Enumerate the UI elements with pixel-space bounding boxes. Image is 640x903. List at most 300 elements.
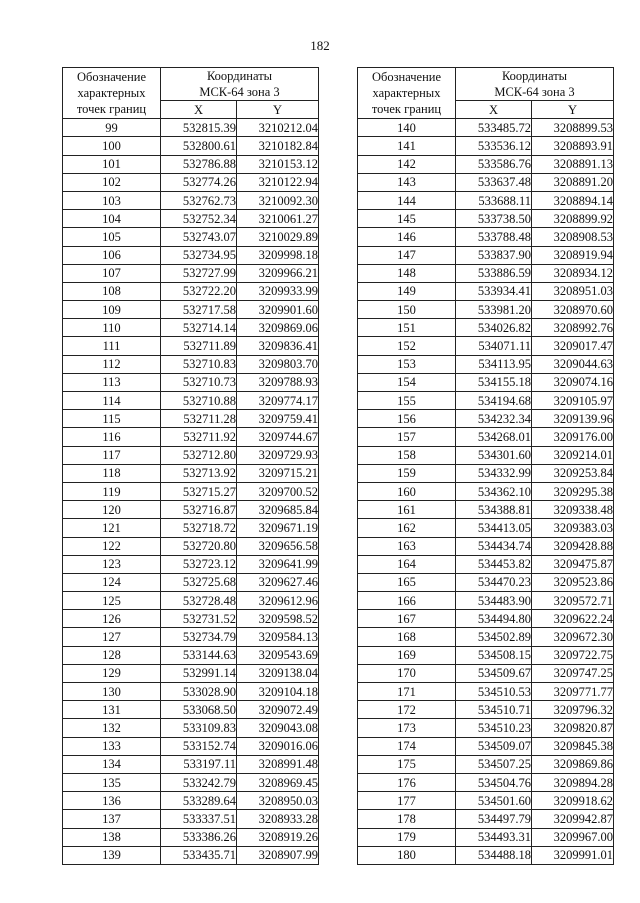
y-value: 3209671.19: [237, 519, 319, 537]
x-value: 533886.59: [456, 264, 532, 282]
x-value: 533586.76: [456, 155, 532, 173]
point-number: 107: [63, 264, 161, 282]
y-value: 3208934.12: [532, 264, 614, 282]
table-row: [358, 173, 614, 191]
x-value: 533981.20: [456, 301, 532, 319]
x-value: 532720.80: [161, 537, 237, 555]
x-value: 534332.99: [456, 464, 532, 482]
table-row: [358, 646, 614, 664]
x-value: 534508.15: [456, 646, 532, 664]
table-row: [358, 282, 614, 300]
table-row: [63, 664, 319, 682]
table-row: [63, 264, 319, 282]
y-value: 3210153.12: [237, 155, 319, 173]
y-value: 3209869.86: [532, 755, 614, 773]
y-value: 3208907.99: [237, 846, 319, 864]
y-value: 3209685.84: [237, 501, 319, 519]
table-row: [358, 155, 614, 173]
y-value: 3209803.70: [237, 355, 319, 373]
point-number: 103: [63, 191, 161, 209]
x-value: 534301.60: [456, 446, 532, 464]
point-number: 159: [358, 464, 456, 482]
y-value: 3208950.03: [237, 792, 319, 810]
x-value: 532710.88: [161, 392, 237, 410]
y-value: 3209672.30: [532, 628, 614, 646]
x-value: 534268.01: [456, 428, 532, 446]
x-value: 532774.26: [161, 173, 237, 191]
x-value: 532713.92: [161, 464, 237, 482]
y-value: 3209788.93: [237, 373, 319, 391]
table-row: [63, 737, 319, 755]
point-number: 116: [63, 428, 161, 446]
point-number: 171: [358, 683, 456, 701]
y-value: 3209820.87: [532, 719, 614, 737]
y-value: 3209796.32: [532, 701, 614, 719]
y-value: 3209139.96: [532, 410, 614, 428]
y-value: 3209383.03: [532, 519, 614, 537]
point-number: 162: [358, 519, 456, 537]
y-value: 3209072.49: [237, 701, 319, 719]
table-row: [358, 828, 614, 846]
point-number: 141: [358, 137, 456, 155]
x-value: 533386.26: [161, 828, 237, 846]
x-value: 534413.05: [456, 519, 532, 537]
point-number: 153: [358, 355, 456, 373]
point-number: 120: [63, 501, 161, 519]
x-value: 532717.58: [161, 301, 237, 319]
y-value: 3208991.48: [237, 755, 319, 773]
table-row: [358, 464, 614, 482]
y-value: 3210122.94: [237, 173, 319, 191]
point-number: 105: [63, 228, 161, 246]
y-value: 3210092.30: [237, 191, 319, 209]
x-value: 534504.76: [456, 773, 532, 791]
x-value: 534113.95: [456, 355, 532, 373]
x-value: 533435.71: [161, 846, 237, 864]
x-value: 533028.90: [161, 683, 237, 701]
y-value: 3209295.38: [532, 482, 614, 500]
table-row: [358, 810, 614, 828]
x-value: 534494.80: [456, 610, 532, 628]
table-row: [63, 355, 319, 373]
point-number: 150: [358, 301, 456, 319]
table-row: [63, 337, 319, 355]
y-value: 3208919.26: [237, 828, 319, 846]
point-number: 130: [63, 683, 161, 701]
table-row: [358, 501, 614, 519]
point-number: 127: [63, 628, 161, 646]
y-value: 3209584.13: [237, 628, 319, 646]
y-value: 3210029.89: [237, 228, 319, 246]
table-row: [63, 410, 319, 428]
y-value: 3209475.87: [532, 555, 614, 573]
point-number: 143: [358, 173, 456, 191]
x-value: 533152.74: [161, 737, 237, 755]
header-coord-line2: МСК-64 зона 3: [494, 85, 575, 99]
x-value: 532723.12: [161, 555, 237, 573]
x-value: 532743.07: [161, 228, 237, 246]
table-row: [63, 446, 319, 464]
table-row: [63, 119, 319, 137]
table-row: [358, 210, 614, 228]
x-value: 534509.67: [456, 664, 532, 682]
x-value: 534501.60: [456, 792, 532, 810]
table-row: [358, 228, 614, 246]
table-row: [358, 446, 614, 464]
table-row: [63, 155, 319, 173]
y-value: 3209918.62: [532, 792, 614, 810]
point-number: 149: [358, 282, 456, 300]
table-row: [63, 210, 319, 228]
x-value: 533109.83: [161, 719, 237, 737]
point-number: 158: [358, 446, 456, 464]
y-value: 3209044.63: [532, 355, 614, 373]
x-value: 533485.72: [456, 119, 532, 137]
point-number: 111: [63, 337, 161, 355]
y-value: 3209933.99: [237, 282, 319, 300]
point-number: 178: [358, 810, 456, 828]
x-value: 533934.41: [456, 282, 532, 300]
point-number: 140: [358, 119, 456, 137]
table-row: [358, 137, 614, 155]
table-row: [63, 373, 319, 391]
point-number: 165: [358, 573, 456, 591]
x-value: 533197.11: [161, 755, 237, 773]
point-number: 145: [358, 210, 456, 228]
x-value: 532734.95: [161, 246, 237, 264]
y-value: 3208899.53: [532, 119, 614, 137]
table-row: [358, 319, 614, 337]
x-value: 533637.48: [456, 173, 532, 191]
x-value: 534507.25: [456, 755, 532, 773]
point-number: 136: [63, 792, 161, 810]
point-number: 110: [63, 319, 161, 337]
point-number: 113: [63, 373, 161, 391]
x-value: 534510.71: [456, 701, 532, 719]
y-value: 3208970.60: [532, 301, 614, 319]
table-row: [63, 519, 319, 537]
y-value: 3209836.41: [237, 337, 319, 355]
point-number: 180: [358, 846, 456, 864]
x-value: 532728.48: [161, 592, 237, 610]
table-row: [358, 737, 614, 755]
y-value: 3209016.06: [237, 737, 319, 755]
y-value: 3209700.52: [237, 482, 319, 500]
x-value: 534510.53: [456, 683, 532, 701]
x-value: 534453.82: [456, 555, 532, 573]
table-row: [358, 846, 614, 864]
y-value: 3209998.18: [237, 246, 319, 264]
y-value: 3208992.76: [532, 319, 614, 337]
y-value: 3209253.84: [532, 464, 614, 482]
point-number: 157: [358, 428, 456, 446]
point-number: 170: [358, 664, 456, 682]
point-number: 176: [358, 773, 456, 791]
point-number: 161: [358, 501, 456, 519]
table-row: [358, 519, 614, 537]
table-row: [63, 810, 319, 828]
table-row: [358, 119, 614, 137]
x-value: 534483.90: [456, 592, 532, 610]
x-value: 533289.64: [161, 792, 237, 810]
point-number: 101: [63, 155, 161, 173]
x-value: 533788.48: [456, 228, 532, 246]
x-value: 532786.88: [161, 155, 237, 173]
x-value: 532752.34: [161, 210, 237, 228]
table-row: [63, 319, 319, 337]
y-value: 3208969.45: [237, 773, 319, 791]
table-row: [63, 392, 319, 410]
y-value: 3209771.77: [532, 683, 614, 701]
y-value: 3209105.97: [532, 392, 614, 410]
x-value: 533837.90: [456, 246, 532, 264]
point-number: 100: [63, 137, 161, 155]
x-value: 532991.14: [161, 664, 237, 682]
y-value: 3209074.16: [532, 373, 614, 391]
table-row: [358, 628, 614, 646]
point-number: 114: [63, 392, 161, 410]
table-row: [358, 337, 614, 355]
table-row: [358, 392, 614, 410]
page-number: 182: [310, 38, 330, 53]
y-value: 3209138.04: [237, 664, 319, 682]
point-number: 177: [358, 792, 456, 810]
x-value: 532714.14: [161, 319, 237, 337]
table-row: [63, 228, 319, 246]
header-label-line2: характерных: [77, 86, 146, 101]
point-number: 134: [63, 755, 161, 773]
x-value: 532727.99: [161, 264, 237, 282]
y-value: 3208933.28: [237, 810, 319, 828]
table-row: [358, 573, 614, 591]
y-value: 3209759.41: [237, 410, 319, 428]
table-row: [358, 592, 614, 610]
y-value: 3209043.08: [237, 719, 319, 737]
point-number: 154: [358, 373, 456, 391]
y-value: 3209869.06: [237, 319, 319, 337]
table-row: [63, 137, 319, 155]
x-value: 534488.18: [456, 846, 532, 864]
y-value: 3209774.17: [237, 392, 319, 410]
header-label-line2: характерных: [372, 86, 441, 101]
table-row: [63, 701, 319, 719]
table-row: [63, 683, 319, 701]
header-label-line1: Обозначение: [76, 70, 147, 85]
y-value: 3209729.93: [237, 446, 319, 464]
x-value: 534362.10: [456, 482, 532, 500]
x-value: 533536.12: [456, 137, 532, 155]
table-row: [63, 828, 319, 846]
table-row: [63, 282, 319, 300]
coordinates-table-right: [357, 67, 614, 865]
table-row: [358, 410, 614, 428]
y-header: Y: [237, 101, 319, 119]
point-number: 138: [63, 828, 161, 846]
y-value: 3209176.00: [532, 428, 614, 446]
y-value: 3209523.86: [532, 573, 614, 591]
point-number: 117: [63, 446, 161, 464]
table-row: [63, 628, 319, 646]
x-value: 532715.27: [161, 482, 237, 500]
y-value: 3209747.25: [532, 664, 614, 682]
x-value: 533337.51: [161, 810, 237, 828]
table-row: [358, 373, 614, 391]
point-number: 121: [63, 519, 161, 537]
table-row: [358, 301, 614, 319]
y-value: 3209627.46: [237, 573, 319, 591]
point-number: 99: [63, 119, 161, 137]
x-header: X: [161, 101, 237, 119]
y-value: 3209104.18: [237, 683, 319, 701]
coordinates-header: [161, 68, 319, 101]
x-value: 532710.83: [161, 355, 237, 373]
point-number: 115: [63, 410, 161, 428]
x-value: 534497.79: [456, 810, 532, 828]
table-row: [358, 355, 614, 373]
y-value: 3208893.91: [532, 137, 614, 155]
y-value: 3210212.04: [237, 119, 319, 137]
x-value: 532711.28: [161, 410, 237, 428]
x-value: 534502.89: [456, 628, 532, 646]
x-value: 534026.82: [456, 319, 532, 337]
point-number: 142: [358, 155, 456, 173]
x-value: 532711.92: [161, 428, 237, 446]
header-coord-line2: МСК-64 зона 3: [199, 85, 280, 99]
table-row: [63, 573, 319, 591]
point-number: 125: [63, 592, 161, 610]
point-number: 131: [63, 701, 161, 719]
x-value: 534470.23: [456, 573, 532, 591]
point-number: 166: [358, 592, 456, 610]
x-value: 532711.89: [161, 337, 237, 355]
y-value: 3209428.88: [532, 537, 614, 555]
y-value: 3209966.21: [237, 264, 319, 282]
y-value: 3208919.94: [532, 246, 614, 264]
point-number: 148: [358, 264, 456, 282]
table-row: [358, 683, 614, 701]
table-row: [63, 428, 319, 446]
table-row: [63, 592, 319, 610]
y-value: 3209942.87: [532, 810, 614, 828]
x-value: 534434.74: [456, 537, 532, 555]
point-label-header: [63, 68, 161, 119]
table-row: [63, 755, 319, 773]
y-value: 3208951.03: [532, 282, 614, 300]
table-row: [63, 773, 319, 791]
y-value: 3209543.69: [237, 646, 319, 664]
x-value: 532716.87: [161, 501, 237, 519]
point-number: 133: [63, 737, 161, 755]
y-value: 3209991.01: [532, 846, 614, 864]
point-number: 135: [63, 773, 161, 791]
point-number: 152: [358, 337, 456, 355]
point-number: 112: [63, 355, 161, 373]
coordinates-table-left: [62, 67, 319, 865]
table-row: [63, 464, 319, 482]
table-row: [358, 191, 614, 209]
y-header: Y: [532, 101, 614, 119]
x-value: 533242.79: [161, 773, 237, 791]
point-number: 163: [358, 537, 456, 555]
point-number: 155: [358, 392, 456, 410]
y-value: 3209894.28: [532, 773, 614, 791]
y-value: 3209656.58: [237, 537, 319, 555]
table-row: [63, 846, 319, 864]
x-header: X: [456, 101, 532, 119]
point-number: 108: [63, 282, 161, 300]
y-value: 3209845.38: [532, 737, 614, 755]
y-value: 3209572.71: [532, 592, 614, 610]
x-value: 532815.39: [161, 119, 237, 137]
table-row: [63, 792, 319, 810]
y-value: 3210182.84: [237, 137, 319, 155]
x-value: 534232.34: [456, 410, 532, 428]
x-value: 532722.20: [161, 282, 237, 300]
x-value: 532734.79: [161, 628, 237, 646]
header-label-line1: Обозначение: [371, 70, 442, 85]
point-number: 128: [63, 646, 161, 664]
y-value: 3209967.00: [532, 828, 614, 846]
point-number: 175: [358, 755, 456, 773]
y-value: 3210061.27: [237, 210, 319, 228]
point-number: 106: [63, 246, 161, 264]
point-number: 109: [63, 301, 161, 319]
point-number: 179: [358, 828, 456, 846]
table-row: [63, 246, 319, 264]
point-label-header: [358, 68, 456, 119]
table-row: [358, 555, 614, 573]
x-value: 533144.63: [161, 646, 237, 664]
x-value: 532710.73: [161, 373, 237, 391]
point-number: 156: [358, 410, 456, 428]
x-value: 533068.50: [161, 701, 237, 719]
x-value: 532718.72: [161, 519, 237, 537]
y-value: 3209722.75: [532, 646, 614, 664]
coordinates-header: [456, 68, 614, 101]
point-number: 129: [63, 664, 161, 682]
point-number: 139: [63, 846, 161, 864]
point-number: 123: [63, 555, 161, 573]
table-row: [63, 301, 319, 319]
table-row: [358, 664, 614, 682]
header-coord-line1: Координаты: [206, 69, 273, 83]
header-label-line3: точек границ: [371, 102, 442, 117]
x-value: 532725.68: [161, 573, 237, 591]
point-number: 102: [63, 173, 161, 191]
y-value: 3209017.47: [532, 337, 614, 355]
x-value: 534493.31: [456, 828, 532, 846]
table-row: [63, 555, 319, 573]
table-row: [358, 428, 614, 446]
x-value: 534155.18: [456, 373, 532, 391]
point-number: 147: [358, 246, 456, 264]
y-value: 3209744.67: [237, 428, 319, 446]
point-number: 173: [358, 719, 456, 737]
point-number: 119: [63, 482, 161, 500]
y-value: 3209214.01: [532, 446, 614, 464]
point-number: 164: [358, 555, 456, 573]
point-number: 169: [358, 646, 456, 664]
table-row: [63, 610, 319, 628]
y-value: 3208891.20: [532, 173, 614, 191]
y-value: 3209901.60: [237, 301, 319, 319]
table-row: [358, 537, 614, 555]
point-number: 174: [358, 737, 456, 755]
point-number: 124: [63, 573, 161, 591]
table-row: [63, 501, 319, 519]
table-row: [63, 482, 319, 500]
y-value: 3209338.48: [532, 501, 614, 519]
